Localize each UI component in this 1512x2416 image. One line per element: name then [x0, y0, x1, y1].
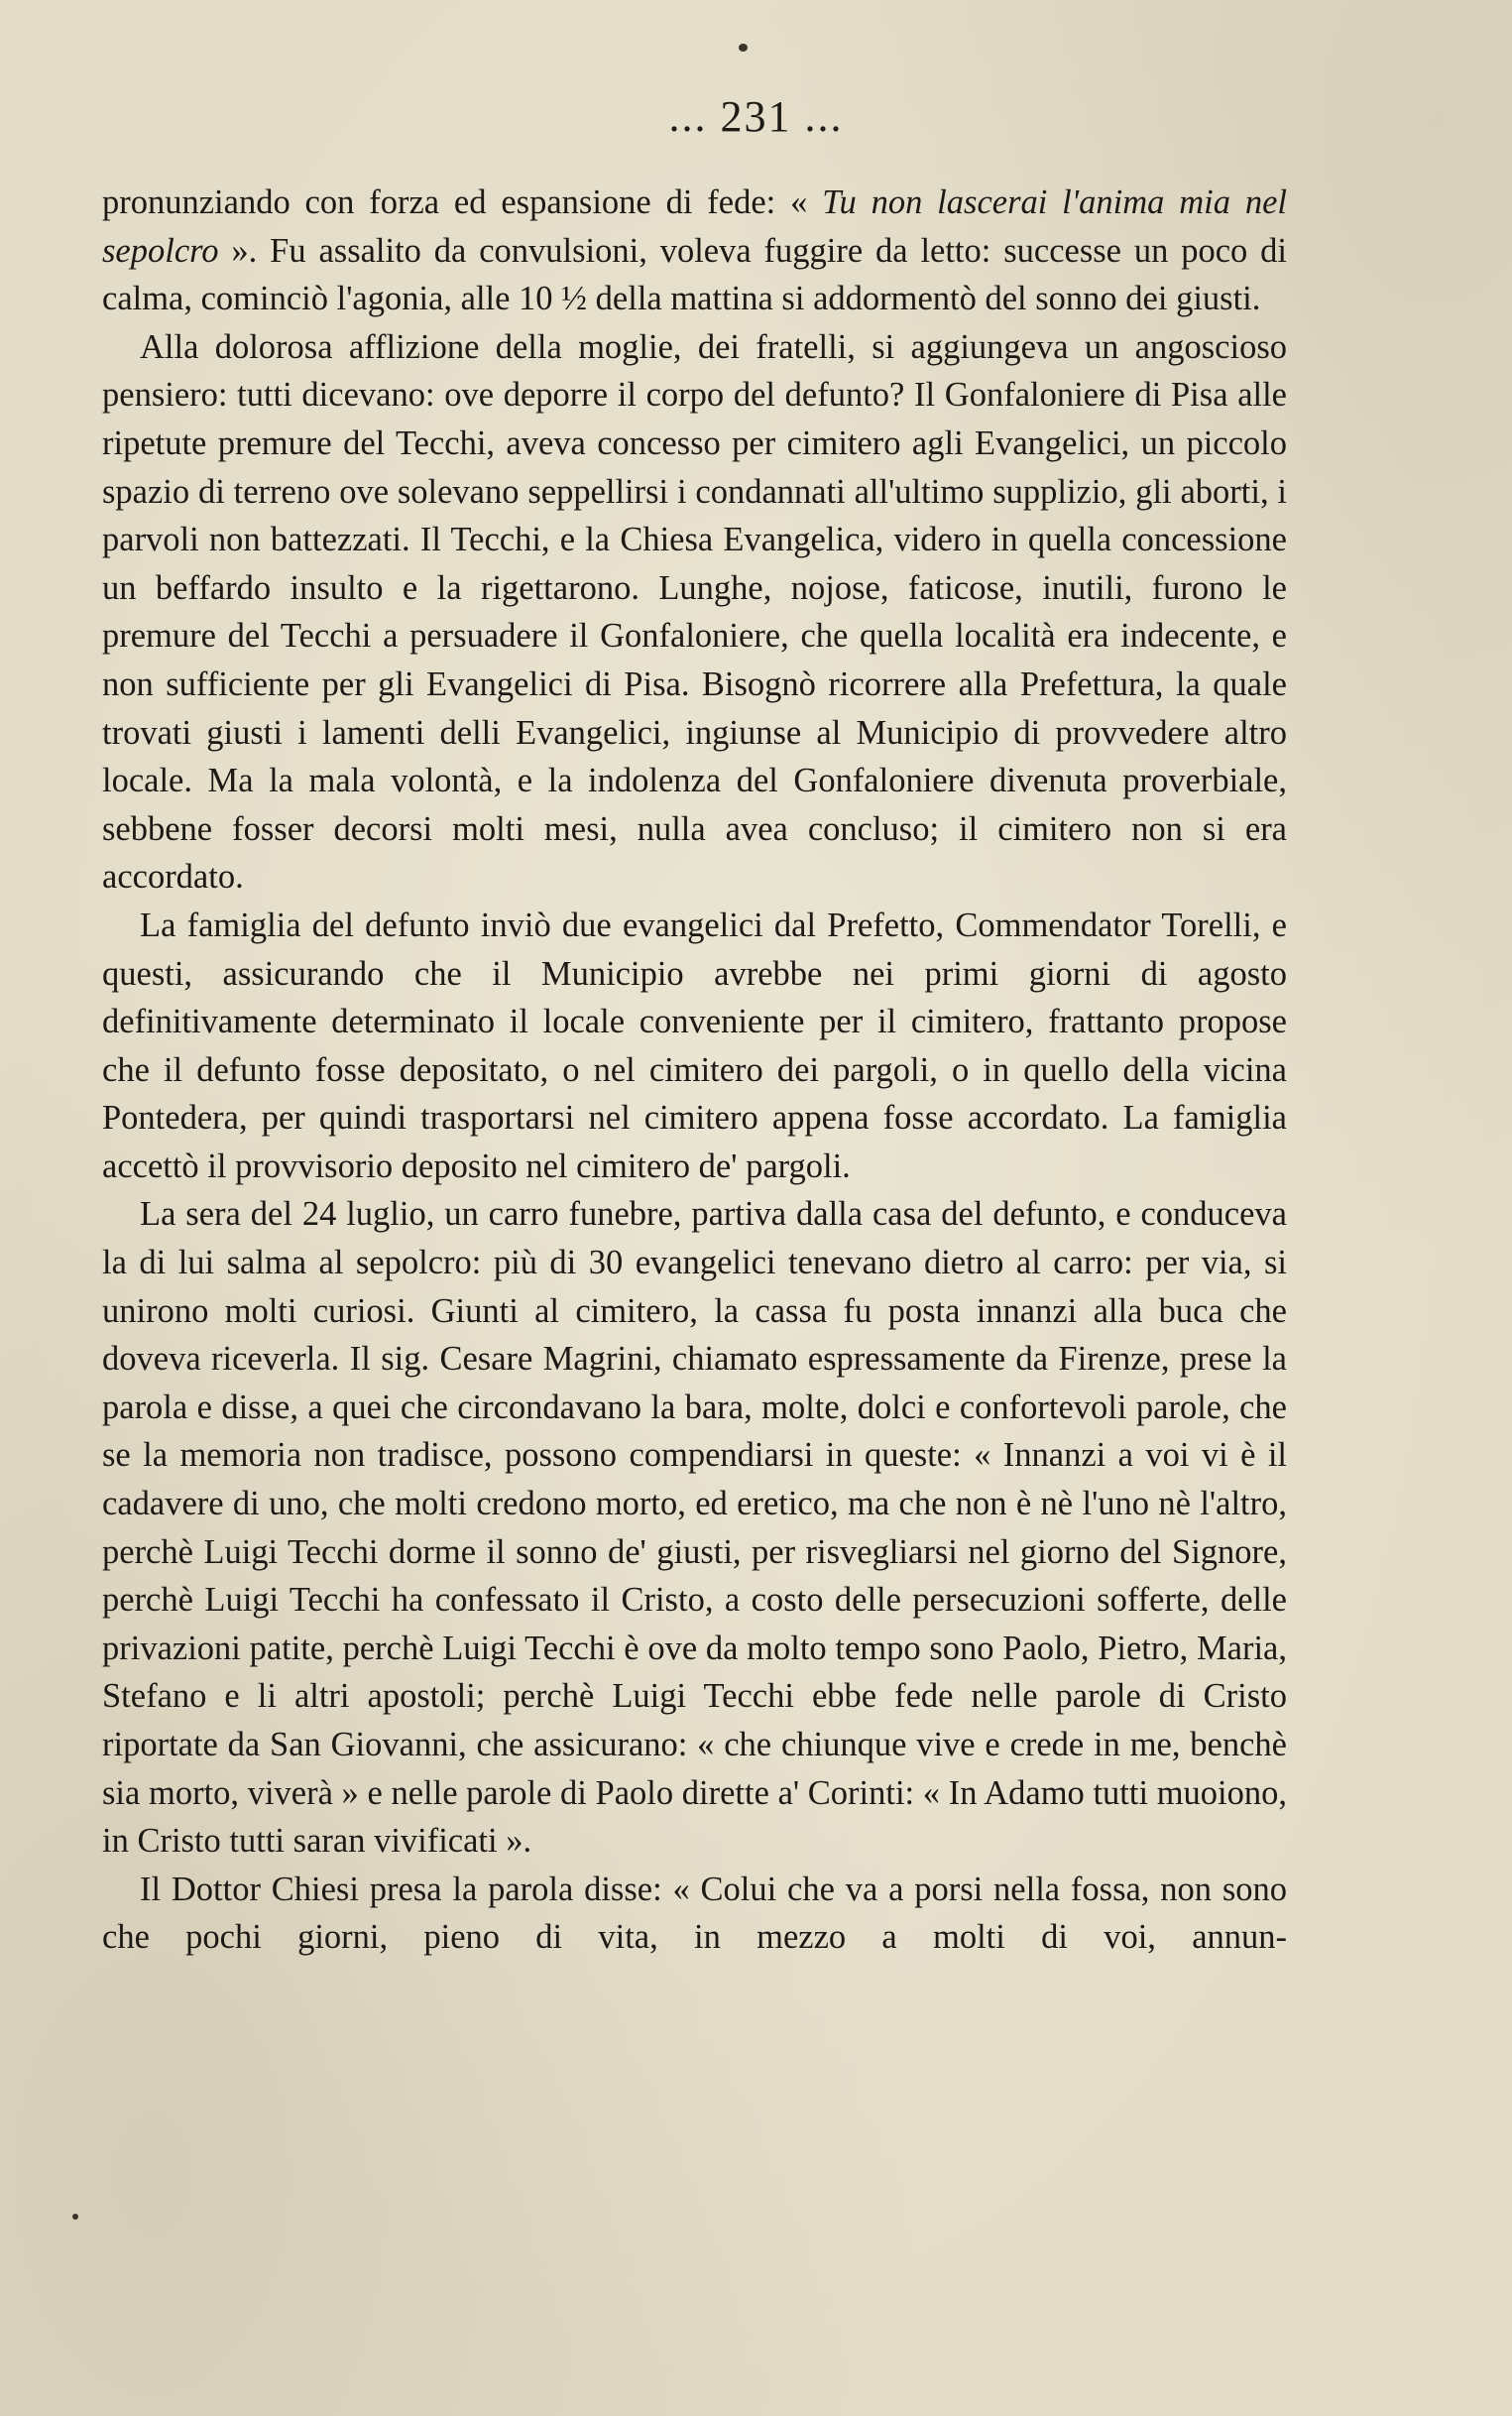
ink-speck-top [739, 44, 748, 52]
paragraph-1-text-before: pronunziando con forza ed espansione di fede: « [102, 183, 823, 221]
paragraph-1-text-after: ». Fu assalito da convulsioni, voleva fuggire da letto: successe un poco di calma, cominciò l'agonia, alle 10 ½ della mattina si addormentò del sonno dei giusti. [102, 231, 1287, 318]
paragraph-5: Il Dottor Chiesi presa la parola disse: « Colui che va a porsi nella fossa, non sono che pochi giorni, pieno di vita, in mezzo a molti di voi, annun- [102, 1870, 1287, 1957]
paragraph-4: La sera del 24 luglio, un carro funebre, partiva dalla casa del defunto, e conduceva la di lui salma al sepolcro: più di 30 evangelici tenevano dietro al carro: per via, si unirono molti curiosi. Giunti al cimitero, la cassa fu posta innanzi alla buca che doveva riceverla. Il sig. Cesare Magrini, chiamato espressamente da Firenze, prese la parola e disse, a quei che circondavano la bara, molte, dolci e confortevoli parole, che se la memoria non tradisce, possono compendiarsi in queste: « Innanzi a voi vi è il cadavere di uno, che molti credono morto, ed eretico, ma che non è nè l'uno nè l'altro, perchè Luigi Tecchi dorme il sonno de' giusti, per risvegliarsi nel giorno del Signore, perchè Luigi Tecchi ha confessato il Cristo, a costo delle persecuzioni sofferte, delle privazioni patite, perchè Luigi Tecchi è ove da molto tempo sono Paolo, Pietro, Maria, Stefano e li altri apostoli; perchè Luigi Tecchi ebbe fede nelle parole di Cristo riportate da San Giovanni, che assicurano: « che chiunque vive e crede in me, benchè sia morto, viverà » e nelle parole di Paolo dirette a' Corinti: « In Adamo tutti muoiono, in Cristo tutti saran vivificati ». [102, 1195, 1287, 1861]
paragraph-1 [102, 179, 1287, 323]
paragraph-1-italic-quote: Tu non lascerai l'anima mia nel sepolcro [102, 183, 1288, 270]
ink-speck-left [72, 2214, 78, 2220]
paragraph-2: Alla dolorosa afflizione della moglie, dei fratelli, si aggiungeva un angoscioso pensiero: tutti dicevano: ove deporre il corpo del defunto? Il Gonfaloniere di Pisa alle ripetute premure del Tecchi, aveva concesso per cimitero agli Evangelici, un piccolo spazio di terreno ove solevano seppellirsi i condannati all'ultimo supplizio, gli aborti, i parvoli non battezzati. Il Tecchi, e la Chiesa Evangelica, videro in quella concessione un beffardo insulto e la rigettarono. Lunghe, nojose, faticose, inutili, furono le premure del Tecchi a persuadere il Gonfaloniere, che quella località era indecente, e non sufficiente per gli Evangelici di Pisa. Bisognò ricorrere alla Prefettura, la quale trovati giusti i lamenti delli Evangelici, ingiunse al Municipio di provvedere altro locale. Ma la mala volontà, e la indolenza del Gonfaloniere divenuta proverbiale, sebbene fosser decorsi molti mesi, nulla avea concluso; il cimitero non si era accordato. [102, 327, 1287, 897]
page-number: ... 231 ... [668, 92, 844, 141]
body-text [102, 179, 1287, 1962]
paragraph-3: La famiglia del defunto inviò due evangelici dal Prefetto, Commendator Torelli, e questi, assicurando che il Municipio avrebbe nei primi giorni di agosto definitivamente determinato il locale conveniente per il cimitero, frattanto propose che il defunto fosse depositato, o nel cimitero dei pargoli, o in quello della vicina Pontedera, per quindi trasportarsi nel cimitero appena fosse accordato. La famiglia accettò il provvisorio deposito nel cimitero de' pargoli. [102, 906, 1287, 1185]
